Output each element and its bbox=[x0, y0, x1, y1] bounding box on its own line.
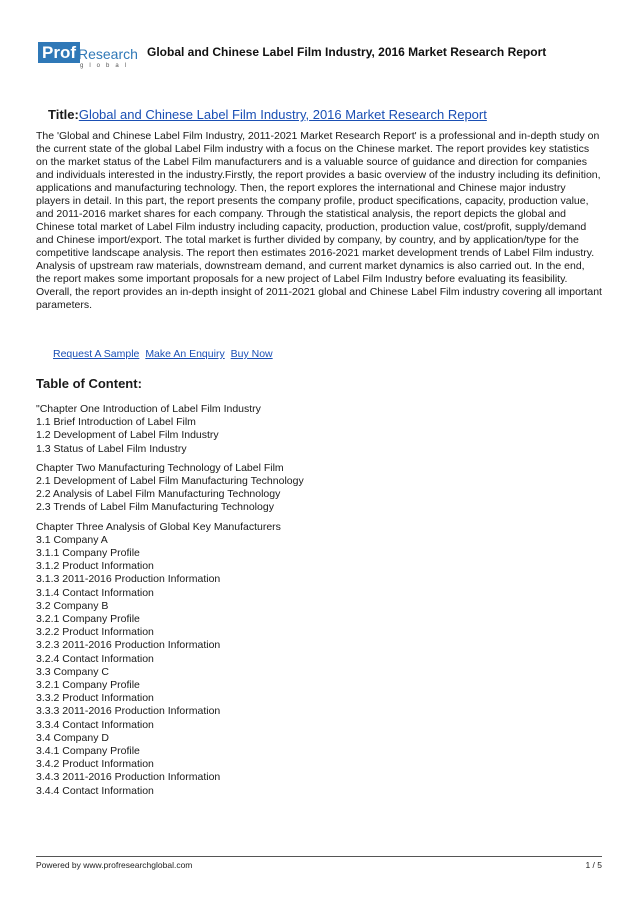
toc-line: "Chapter One Introduction of Label Film Industry bbox=[36, 403, 261, 415]
toc-line: 3.4.1 Company Profile bbox=[36, 745, 140, 758]
logo-research-text: Research bbox=[78, 46, 138, 62]
report-title bbox=[48, 107, 487, 122]
footer-divider bbox=[36, 856, 602, 857]
request-sample-link[interactable]: Request A Sample bbox=[53, 348, 140, 360]
toc-line: 3.2.1 Company Profile bbox=[36, 679, 140, 692]
table-of-contents bbox=[36, 403, 596, 804]
toc-line: 3.2.1 Company Profile bbox=[36, 613, 140, 626]
logo-global-text: global bbox=[80, 63, 133, 69]
toc-line: 3.2.4 Contact Information bbox=[36, 652, 154, 665]
toc-line: 3.1 Company A bbox=[36, 533, 108, 546]
toc-heading: Table of Content: bbox=[36, 376, 142, 391]
toc-line: 3.3 Company C bbox=[36, 665, 109, 678]
make-enquiry-link[interactable]: Make An Enquiry bbox=[145, 348, 225, 360]
logo-prof-text: Prof bbox=[38, 42, 80, 63]
prof-research-logo bbox=[36, 40, 136, 72]
toc-line: 3.4.2 Product Information bbox=[36, 758, 154, 771]
toc-line: 1.1 Brief Introduction of Label Film bbox=[36, 416, 196, 429]
toc-group bbox=[36, 462, 596, 515]
toc-line: 1.3 Status of Label Film Industry bbox=[36, 442, 187, 455]
toc-line: 3.1.4 Contact Information bbox=[36, 586, 154, 599]
header-title: Global and Chinese Label Film Industry, 2016 Market Research Report bbox=[147, 45, 547, 59]
page-header bbox=[36, 38, 602, 78]
toc-line: 3.2.2 Product Information bbox=[36, 626, 154, 639]
toc-line: 2.1 Development of Label Film Manufacturing Technology bbox=[36, 475, 304, 488]
toc-line: 2.3 Trends of Label Film Manufacturing Technology bbox=[36, 501, 274, 514]
toc-line: Chapter Three Analysis of Global Key Manufacturers bbox=[36, 520, 281, 533]
toc-line: 3.4 Company D bbox=[36, 731, 109, 744]
toc-line: 3.4.3 2011-2016 Production Information bbox=[36, 771, 221, 784]
footer-powered-by: Powered by www.profresearchglobal.com bbox=[36, 860, 193, 870]
toc-line: 1.2 Development of Label Film Industry bbox=[36, 429, 219, 442]
toc-line: 2.2 Analysis of Label Film Manufacturing Technology bbox=[36, 488, 281, 501]
footer-page-number: 1 / 5 bbox=[585, 860, 602, 870]
title-label: Title: bbox=[48, 107, 79, 122]
toc-line: 3.2.3 2011-2016 Production Information bbox=[36, 639, 221, 652]
toc-group bbox=[36, 403, 596, 456]
report-description: The 'Global and Chinese Label Film Industry, 2011-2021 Market Research Report' is a professional and in-depth study on the current state of the global Label Film industry with a focus on the Chinese market. The report provides key statistics on the market status of the Label Film manufacturers and is a valuable source of guidance and direction for companies and individuals interested in the industry.Firstly, the report provides a basic overview of the industry including its definition, applications and manufacturing technology. Then, the report explores the international and Chinese major industry players in detail. In this part, the report presents the company profile, product specifications, capacity, production value, and 2011-2016 market shares for each company. Through the statistical analysis, the report depicts the global and Chinese total market of Label Film industry including capacity, production, production value, cost/profit, supply/demand and Chinese import/export. The total market is further divided by company, by country, and by application/type for the competitive landscape analysis. The report then estimates 2016-2021 market development trends of Label Film industry. Analysis of upstream raw materials, downstream demand, and current market dynamics is also carried out. In the end, the report makes some important proposals for a new project of Label Film Industry before evaluating its feasibility. Overall, the report provides an in-depth insight of 2011-2021 global and Chinese Label Film industry covering all important parameters. bbox=[36, 130, 602, 311]
toc-line: 3.1.2 Product Information bbox=[36, 560, 154, 573]
toc-line: 3.1.1 Company Profile bbox=[36, 547, 140, 560]
action-links bbox=[53, 348, 276, 360]
toc-line: 3.2 Company B bbox=[36, 599, 109, 612]
buy-now-link[interactable]: Buy Now bbox=[230, 348, 273, 360]
toc-line: 3.4.4 Contact Information bbox=[36, 784, 154, 797]
toc-group bbox=[36, 521, 596, 798]
toc-line: 3.1.3 2011-2016 Production Information bbox=[36, 573, 221, 586]
report-title-link[interactable]: Global and Chinese Label Film Industry, 2016 Market Research Report bbox=[78, 107, 487, 122]
toc-line: 3.3.4 Contact Information bbox=[36, 718, 154, 731]
toc-line: 3.3.3 2011-2016 Production Information bbox=[36, 705, 221, 718]
toc-line: Chapter Two Manufacturing Technology of Label Film bbox=[36, 461, 284, 474]
toc-line: 3.3.2 Product Information bbox=[36, 692, 154, 705]
